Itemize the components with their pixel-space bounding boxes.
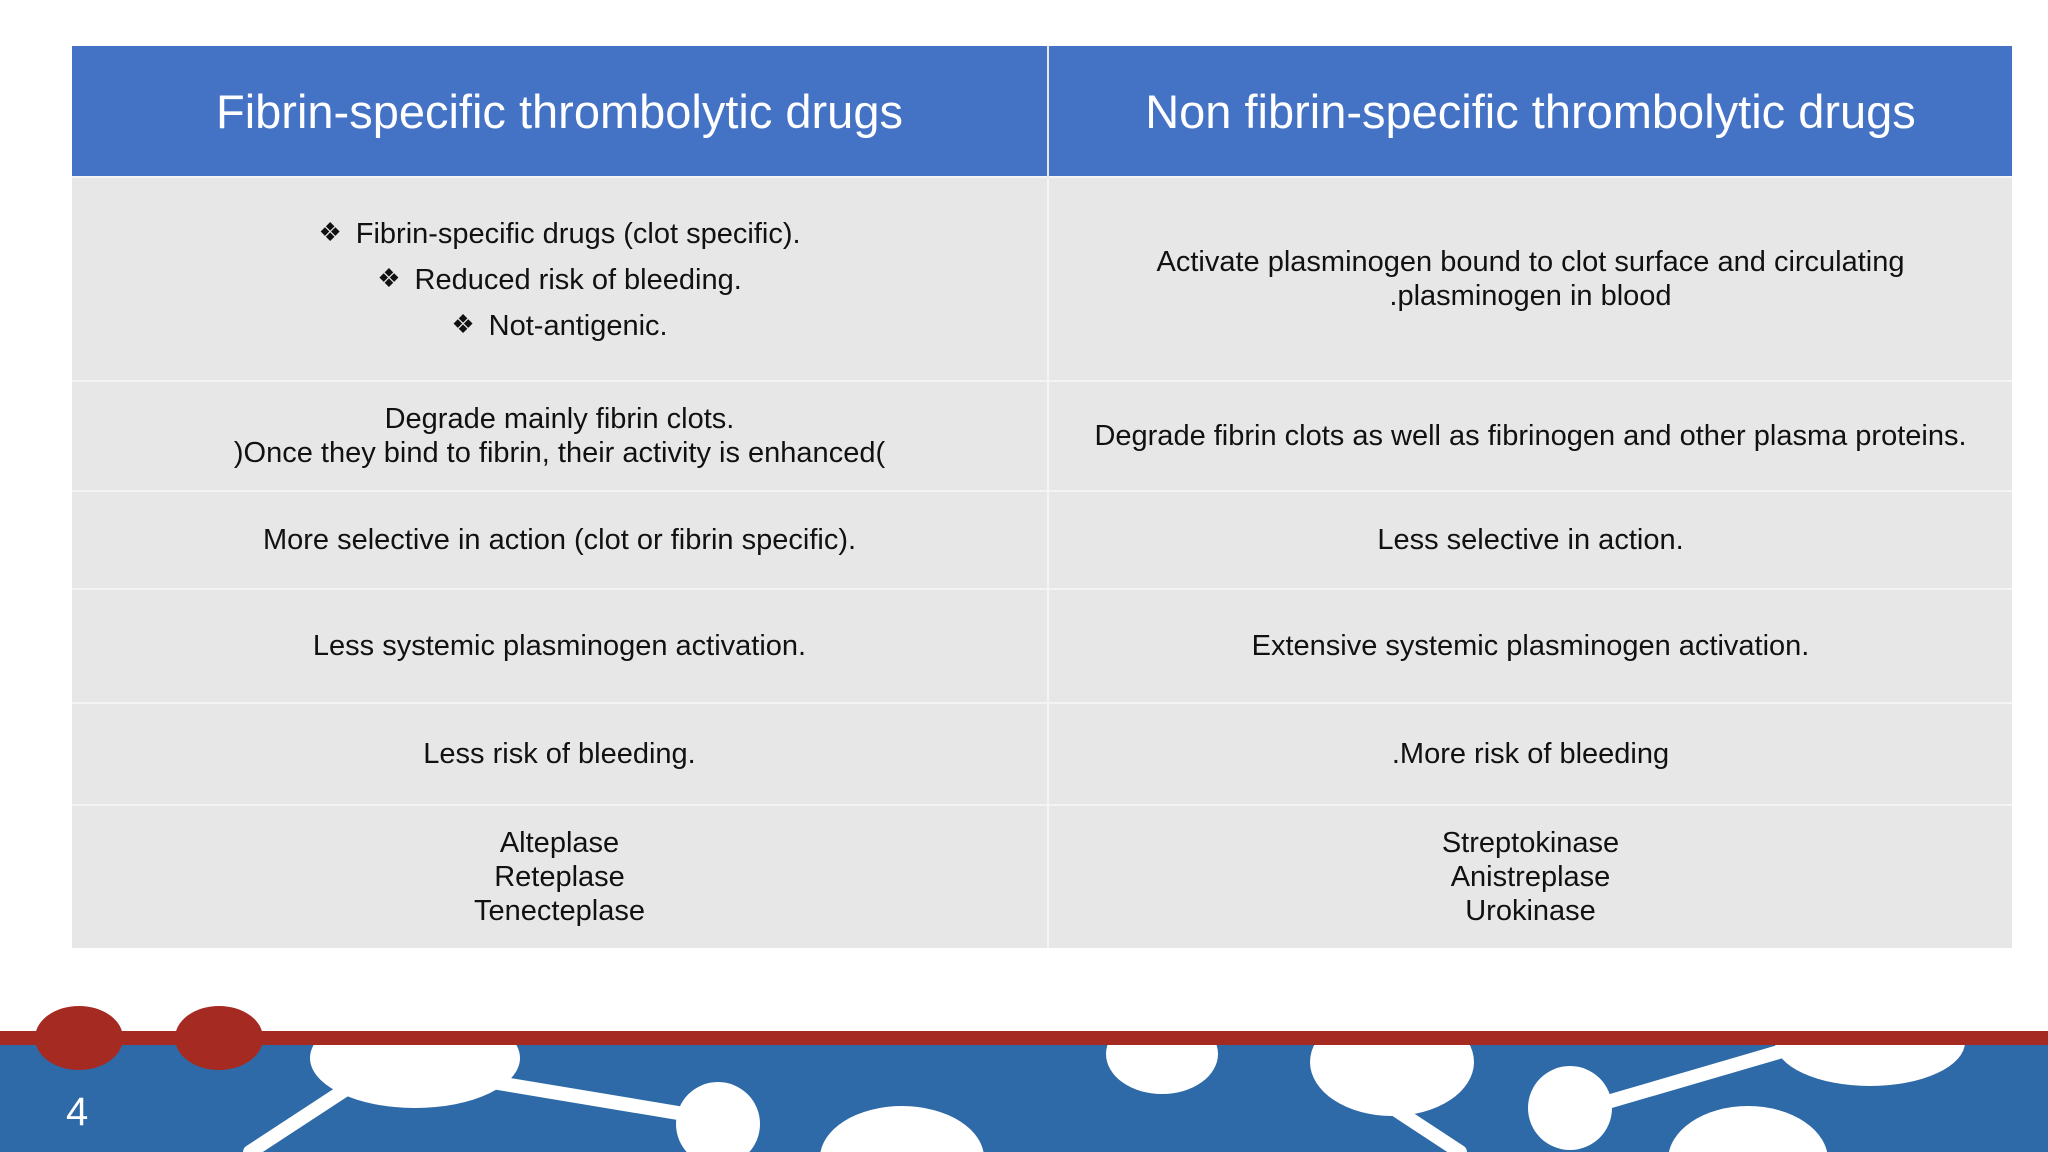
table-cell-right <box>1048 177 2012 381</box>
footer-molecule-decoration <box>0 1000 2048 1152</box>
cell-text-line: Tenecteplase <box>474 895 645 927</box>
comparison-table <box>72 46 2012 948</box>
four-diamond-bullet-icon: ❖ <box>377 263 401 293</box>
list-item: ❖ Fibrin-specific drugs (clot specific). <box>318 210 800 256</box>
cell-text-line: Urokinase <box>1465 895 1596 927</box>
table-row <box>72 491 2012 589</box>
table-cell-left <box>72 491 1048 589</box>
footer-red-line <box>0 1031 2048 1045</box>
cell-text-line: Alteplase <box>499 827 620 859</box>
cell-text-line: .plasminogen in blood <box>1389 280 1672 312</box>
cell-text-line: Streptokinase <box>1441 827 1620 859</box>
slide-number: 4 <box>66 1090 89 1134</box>
cell-text-line: Anistreplase <box>1450 861 1611 893</box>
red-dot <box>175 1006 263 1070</box>
four-diamond-bullet-icon: ❖ <box>318 217 342 247</box>
red-dot <box>35 1006 123 1070</box>
list-item: ❖ Reduced risk of bleeding. <box>318 256 800 302</box>
table-row <box>72 381 2012 491</box>
table-cell-left <box>72 805 1048 948</box>
cell-text-line: Activate plasminogen bound to clot surface and circulating <box>1156 246 1905 278</box>
table-row <box>72 177 2012 381</box>
table-cell-left <box>72 589 1048 703</box>
table-cell-right <box>1048 381 2012 491</box>
list-item: ❖ Not-antigenic. <box>318 302 800 348</box>
four-diamond-bullet-icon: ❖ <box>451 309 475 339</box>
cell-text-line: .More risk of bleeding <box>1391 738 1670 770</box>
cell-text-line: Less risk of bleeding. <box>423 738 696 770</box>
header-fibrin-specific: Fibrin-specific thrombolytic drugs <box>72 46 1048 177</box>
cell-text-line: Degrade mainly fibrin clots. <box>384 403 735 435</box>
table-cell-right <box>1048 491 2012 589</box>
cell-text-line: Extensive systemic plasminogen activation. <box>1251 630 1810 662</box>
header-row <box>72 46 2012 177</box>
cell-text-line: More selective in action (clot or fibrin specific). <box>262 524 857 556</box>
cell-text-line: Less systemic plasminogen activation. <box>312 630 807 662</box>
bullet-list <box>318 210 800 348</box>
cell-text-line: Degrade fibrin clots as well as fibrinogen and other plasma proteins. <box>1094 420 1967 452</box>
table-cell-left <box>72 177 1048 381</box>
table-cell-right <box>1048 703 2012 805</box>
table-cell-right <box>1048 805 2012 948</box>
header-non-fibrin-specific: Non fibrin-specific thrombolytic drugs <box>1048 46 2012 177</box>
cell-text-line: Reteplase <box>494 861 625 893</box>
table-row <box>72 589 2012 703</box>
cell-text-line: )Once they bind to fibrin, their activity is enhanced( <box>233 437 886 469</box>
table-row <box>72 805 2012 948</box>
table-cell-left <box>72 703 1048 805</box>
table-cell-right <box>1048 589 2012 703</box>
table-row <box>72 703 2012 805</box>
cell-text-line: Less selective in action. <box>1377 524 1684 556</box>
molecule-pattern <box>0 1000 2048 1152</box>
table-cell-left <box>72 381 1048 491</box>
